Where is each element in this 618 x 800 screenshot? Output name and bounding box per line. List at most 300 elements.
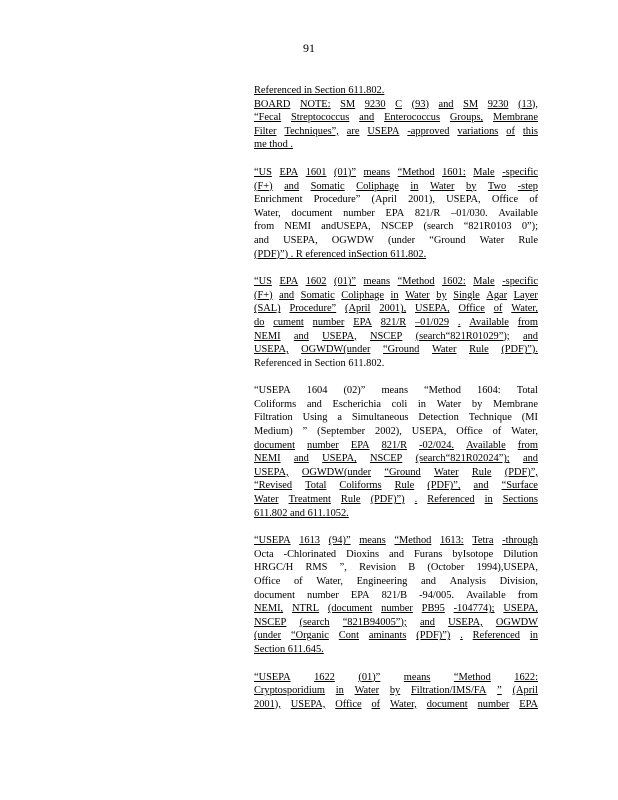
word: Office	[335, 698, 362, 710]
word: Water,	[316, 576, 343, 587]
word: USEPA,	[283, 234, 318, 246]
paragraph	[254, 275, 538, 370]
word: Filtration/IMS/FA	[410, 685, 487, 697]
word: Sections	[502, 494, 538, 506]
word: Two	[487, 180, 507, 192]
text-line	[254, 111, 538, 125]
text-line	[254, 548, 538, 562]
word: “Organic	[291, 630, 329, 642]
word: EPA	[353, 316, 372, 328]
word: Techniques”,	[284, 125, 339, 137]
word: and	[419, 616, 435, 628]
word: in	[390, 289, 399, 301]
paragraph	[254, 166, 538, 261]
word: Total	[516, 385, 538, 397]
word: number	[307, 589, 339, 601]
word: a	[337, 412, 342, 424]
word: ”	[302, 426, 308, 438]
word: (13),	[518, 98, 538, 110]
word: (94)”	[328, 535, 351, 547]
word: Medium)	[254, 426, 293, 438]
word: Procedure”	[289, 303, 337, 315]
word: Cryptosporidium	[254, 685, 326, 697]
word: Technique	[468, 412, 512, 424]
word: -104774);	[453, 603, 495, 615]
word: 821/R	[381, 439, 408, 451]
paragraph	[254, 384, 538, 520]
text-line	[254, 629, 538, 643]
word: Cont	[338, 630, 359, 642]
paragraph	[254, 534, 538, 656]
word: Referenced	[472, 630, 520, 642]
word: 1604:	[477, 385, 501, 397]
text-line	[254, 343, 538, 357]
word: Water	[429, 180, 455, 192]
word: NEMI	[254, 453, 281, 465]
word: document	[291, 207, 333, 219]
word: and	[522, 330, 538, 342]
word: EPA	[279, 166, 299, 178]
word: USEPA,	[322, 330, 357, 342]
word: NEMI	[284, 221, 311, 233]
text-line	[254, 98, 538, 112]
word: 1622	[314, 671, 335, 683]
word: and	[306, 398, 322, 410]
word: –01/029	[414, 316, 450, 328]
word: (PDF)”)	[370, 494, 405, 506]
word: NOTE:	[299, 98, 331, 110]
word: in	[529, 630, 538, 642]
word: and	[293, 330, 309, 342]
word: byIsotope	[452, 548, 494, 560]
word: Available	[498, 207, 538, 219]
word: 1601	[305, 166, 327, 178]
word: Available	[466, 589, 506, 601]
word: 2001),	[408, 194, 435, 206]
word: Office	[491, 194, 519, 206]
word: Water	[405, 289, 430, 301]
word: USEPA,	[415, 303, 450, 315]
word: “Ground	[429, 234, 466, 246]
word: “US	[254, 276, 272, 288]
word: -step	[517, 180, 538, 192]
word: “Method	[424, 385, 461, 397]
word: Total	[305, 480, 327, 492]
text-line	[254, 575, 538, 589]
word: of	[492, 426, 502, 438]
text-line: Referenced in Section 611.802.	[254, 357, 385, 369]
word: HRGC/H	[254, 562, 294, 574]
word: Coliforms	[339, 480, 382, 492]
word: number	[312, 316, 345, 328]
word: 821/R	[414, 207, 441, 219]
word: Filtration	[254, 412, 293, 424]
word: Water,	[390, 698, 417, 710]
word: Available	[469, 316, 509, 328]
word: (MI	[521, 412, 538, 424]
text-line	[254, 316, 538, 330]
word: (search“821R01029”);	[415, 330, 510, 342]
word: and	[284, 180, 300, 192]
word: 1602	[305, 276, 327, 288]
word: ”,	[339, 562, 347, 574]
word: SM	[463, 98, 479, 110]
word: document	[254, 439, 295, 451]
text-line	[254, 616, 538, 630]
word: (September	[317, 426, 366, 438]
word: OGWDW(under	[301, 344, 371, 356]
word: Somatic	[300, 289, 335, 301]
word: coli	[391, 398, 408, 410]
word: Groups,	[449, 112, 484, 124]
word: Rule	[394, 480, 415, 492]
word: Coliforms	[254, 398, 297, 410]
word: “Method	[453, 671, 491, 683]
word: of	[493, 303, 503, 315]
word: Water	[431, 344, 457, 356]
word: from	[517, 316, 538, 328]
text-line	[254, 193, 538, 207]
word: 0”);	[521, 221, 538, 233]
paragraph	[254, 84, 538, 152]
word: in	[484, 494, 493, 506]
word: “Fecal	[254, 112, 282, 124]
word: “821B94005”);	[342, 616, 407, 628]
text-line	[254, 671, 538, 685]
word: “Revised	[254, 480, 293, 492]
word: 1622:	[514, 671, 538, 683]
word: Rule	[471, 466, 492, 478]
word: (01)”	[334, 276, 356, 288]
word: “821R0103	[463, 221, 512, 233]
word: (01)”	[334, 166, 356, 178]
text-line	[254, 698, 538, 712]
word: 1613:	[439, 535, 464, 547]
text-line	[254, 479, 538, 493]
word: Layer	[513, 289, 538, 301]
text-line	[254, 589, 538, 603]
text-line	[254, 684, 538, 698]
text-line	[254, 425, 538, 439]
word: 1604	[306, 385, 328, 397]
word: Simultaneous	[351, 412, 409, 424]
word: Male	[473, 276, 495, 288]
word: of	[506, 125, 515, 137]
word: USEPA,	[254, 344, 289, 356]
word: -Chlorinated	[283, 548, 337, 560]
word: Rule	[518, 234, 538, 246]
text-line	[254, 166, 538, 180]
word: 1994),USEPA,	[476, 562, 538, 574]
word: Referenced	[427, 494, 475, 506]
word: document	[254, 589, 295, 601]
word: of	[293, 576, 303, 587]
word: Tetra	[472, 535, 494, 547]
word: Furans	[414, 548, 443, 560]
word: Filter	[254, 125, 277, 137]
word: are	[346, 125, 360, 137]
word: –01/030.	[451, 207, 488, 219]
word: number	[343, 207, 375, 219]
word: Analysis	[449, 576, 486, 587]
word: NSCEP	[254, 616, 287, 628]
word: USEPA,	[254, 466, 289, 478]
word: means	[359, 535, 386, 547]
word: Membrane	[492, 112, 538, 124]
word: and	[359, 112, 375, 124]
word: Coliphage	[356, 180, 399, 192]
word: and	[293, 453, 309, 465]
word: of	[529, 194, 538, 206]
word: Division,	[499, 576, 538, 587]
word: USEPA,	[448, 616, 483, 628]
word: and	[420, 576, 436, 587]
text-line	[254, 602, 538, 616]
text-line	[254, 302, 538, 316]
word: USEPA,	[411, 426, 447, 438]
text-line	[254, 234, 538, 248]
word: “Ground	[384, 466, 421, 478]
word: (under	[254, 630, 282, 642]
word: NSCEP	[369, 330, 403, 342]
word: this	[522, 125, 538, 137]
word: by	[466, 180, 477, 192]
word: .	[460, 630, 463, 642]
text-line: me thod .	[254, 139, 293, 151]
word: .	[414, 494, 418, 506]
word: 821/B	[381, 589, 408, 601]
word: USEPA,	[503, 603, 538, 615]
word: (document	[327, 603, 373, 615]
word: Dilution	[503, 548, 538, 560]
word: and	[279, 289, 295, 301]
word: Engineering	[356, 576, 408, 587]
word: EPA	[519, 698, 538, 710]
word: 9230	[487, 98, 509, 110]
text-line	[254, 466, 538, 480]
word: means	[363, 276, 391, 288]
word: Male	[473, 166, 495, 178]
word: -through	[502, 535, 538, 547]
word: PB95	[421, 603, 445, 615]
word: Water	[436, 398, 462, 410]
word: 2002),	[375, 426, 402, 438]
word: (PDF)”,	[504, 466, 538, 478]
word: cument	[273, 316, 304, 328]
word: “US	[254, 166, 272, 178]
word: NSCEP	[380, 221, 414, 233]
word: Rule	[469, 344, 489, 356]
word: by	[471, 398, 483, 410]
word: “Method	[394, 535, 432, 547]
word: variations	[457, 125, 499, 137]
word: ”	[497, 685, 502, 697]
word: SM	[340, 98, 356, 110]
word: USEPA,	[446, 194, 481, 206]
word: and	[438, 98, 454, 110]
word: Single	[453, 289, 480, 301]
word: Agar	[486, 289, 508, 301]
word: and	[473, 480, 489, 492]
word: by	[389, 685, 401, 697]
word: -94/005.	[419, 589, 454, 601]
word: .	[457, 316, 461, 328]
word: USEPA	[367, 125, 400, 137]
word: OGWDW(under	[301, 466, 372, 478]
word: Using	[302, 412, 328, 424]
word: “Method	[397, 166, 435, 178]
word: USEPA,	[322, 453, 357, 465]
word: and	[254, 234, 270, 246]
word: by	[436, 289, 447, 301]
word: OGWDW	[495, 616, 538, 628]
word: -02/024.	[419, 439, 454, 451]
word: Water	[479, 234, 505, 246]
word: NSCEP	[369, 453, 403, 465]
word: NTRL	[291, 603, 320, 615]
text-line	[254, 289, 538, 303]
text-line	[254, 180, 538, 194]
word: in	[335, 685, 344, 697]
word: means	[381, 385, 408, 397]
text-line: 611.802 and 611.1052.	[254, 507, 349, 519]
word: (April	[512, 685, 538, 697]
word: Coliphage	[341, 289, 384, 301]
word: Octa	[254, 548, 274, 560]
text-line	[254, 439, 538, 453]
text-line: Section 611.645.	[254, 643, 324, 655]
word: andUSEPA,	[321, 221, 371, 233]
word: (02)”	[343, 385, 366, 397]
word: Water,	[254, 207, 281, 219]
word: “USEPA	[254, 671, 291, 683]
word: Office	[458, 303, 485, 315]
word: document	[426, 698, 468, 710]
word: Dioxins	[346, 548, 380, 560]
text-line	[254, 275, 538, 289]
word: “Surface	[501, 480, 538, 492]
text-line: Referenced in Section 611.802.	[254, 85, 385, 96]
word: Available	[466, 439, 506, 451]
word: from	[254, 221, 275, 233]
word: number	[381, 603, 413, 615]
word: (PDF)”,	[427, 480, 461, 492]
word: EPA	[350, 589, 370, 601]
word: from	[517, 589, 538, 601]
word: BOARD	[254, 98, 291, 110]
word: USEPA,	[290, 698, 326, 710]
word: Treatment	[288, 494, 331, 506]
paragraph	[254, 671, 538, 712]
word: Somatic	[310, 180, 345, 192]
word: Enterococcus	[384, 112, 441, 124]
word: 1613	[299, 535, 320, 547]
body-text	[254, 84, 538, 725]
word: Membrane	[492, 398, 538, 410]
word: Enrichment	[254, 194, 303, 206]
word: “Ground	[383, 344, 420, 356]
word: number	[307, 439, 339, 451]
word: aminants	[368, 630, 407, 642]
text-line	[254, 125, 538, 139]
word: of	[371, 698, 381, 710]
text-line: (PDF)”) . R eferenced inSection 611.802.	[254, 248, 427, 260]
word: number	[477, 698, 510, 710]
text-line	[254, 207, 538, 221]
word: OGWDW	[331, 234, 374, 246]
text-line	[254, 493, 538, 507]
text-line	[254, 398, 538, 412]
word: Water,	[511, 426, 538, 438]
word: Water	[254, 494, 279, 506]
word: (PDF)”).	[501, 344, 538, 356]
text-line	[254, 220, 538, 234]
word: means	[363, 166, 391, 178]
word: “Method	[397, 276, 435, 288]
text-line	[254, 452, 538, 466]
page-number: 91	[303, 41, 315, 55]
word: 9230	[364, 98, 386, 110]
word: do	[254, 316, 265, 328]
text-line	[254, 330, 538, 344]
word: (search	[423, 221, 454, 233]
word: 1602:	[442, 276, 466, 288]
text-line	[254, 411, 538, 425]
word: Streptococcus	[291, 112, 350, 124]
word: (October	[427, 562, 465, 574]
word: C	[395, 98, 403, 110]
word: 821/R	[380, 316, 407, 328]
word: Escherichia	[332, 398, 381, 410]
word: (F+)	[254, 289, 273, 301]
word: -specific	[502, 276, 538, 288]
word: 1601:	[442, 166, 466, 178]
word: B	[408, 562, 416, 574]
word: (PDF)”)	[416, 630, 451, 642]
word: -approved	[407, 125, 450, 137]
word: 2001),	[379, 303, 407, 315]
word: Office	[254, 576, 281, 587]
word: NEMI,	[254, 603, 284, 615]
word: Procedure”	[313, 194, 361, 206]
word: (search	[299, 616, 330, 628]
word: and	[522, 453, 538, 465]
word: Water	[434, 466, 459, 478]
word: in	[417, 398, 427, 410]
text-line	[254, 561, 538, 575]
word: (under	[388, 234, 416, 246]
word: and	[389, 548, 405, 560]
word: from	[517, 439, 538, 451]
word: Detection	[418, 412, 459, 424]
word: means	[403, 671, 431, 683]
word: in	[410, 180, 419, 192]
word: “USEPA	[254, 535, 291, 547]
word: Office	[456, 426, 483, 438]
text-line	[254, 384, 538, 398]
word: 2001),	[254, 698, 281, 710]
word: Rule	[340, 494, 361, 506]
word: (F+)	[254, 180, 273, 192]
word: RMS	[305, 562, 328, 574]
word: EPA	[385, 207, 405, 219]
word: NEMI	[254, 330, 281, 342]
word: (April	[345, 303, 371, 315]
word: Water	[354, 685, 380, 697]
word: Revision	[359, 562, 397, 574]
word: EPA	[350, 439, 370, 451]
word: “USEPA	[254, 385, 291, 397]
